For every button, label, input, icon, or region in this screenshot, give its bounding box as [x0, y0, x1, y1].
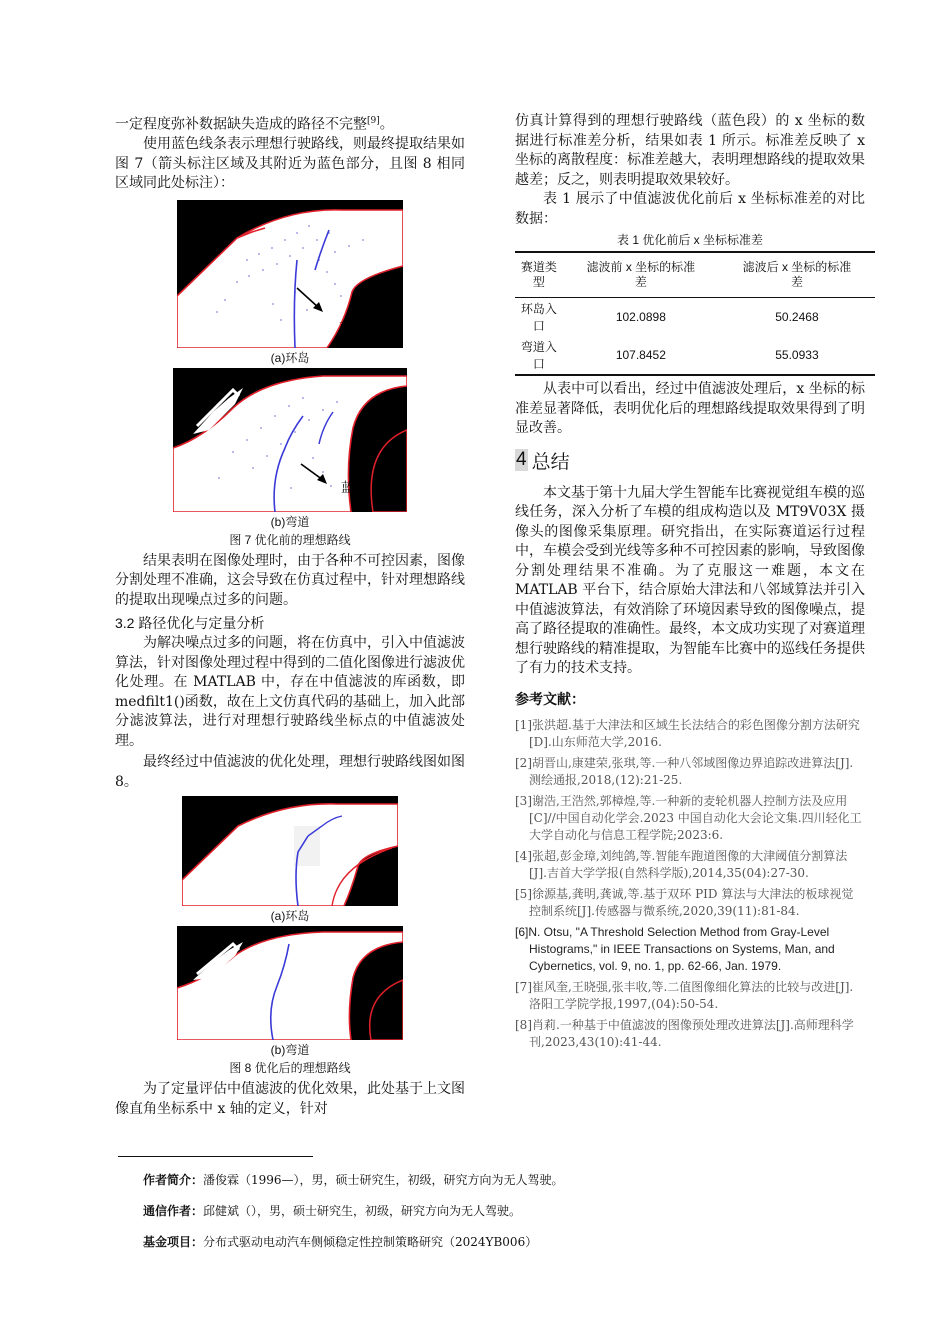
paragraph: 仿真计算得到的理想行驶路线（蓝色段）的 x 坐标的数据进行标准差分析，结果如表 1 所示。标准差反映了 x 坐标的离散程度：标准差越大，表明理想路线的提取效果越差；反之，则表明提取效果较好。 [515, 113, 865, 188]
section-heading: 3.2 路径优化与定量分析 [115, 615, 265, 632]
data-table [515, 251, 875, 376]
funding-note: 基金项目：分布式驱动电动汽车侧倾稳定性控制策略研究（2024YB006） [143, 1235, 538, 1249]
right-column [515, 112, 865, 1055]
table-cell: 55.0933 [775, 348, 819, 362]
subfigure-caption: (b)弯道 [270, 1043, 310, 1058]
section-heading [515, 447, 865, 474]
reference-item: [7]崔风奎,王晓强,张丰收,等.二值图像细化算法的比较与改进[J].洛阳工学院学报,1997,(04):50-54. [515, 979, 854, 1011]
section-title: 总结 [531, 451, 570, 473]
reference-item: [3]谢浩,王浩然,郭樟煌,等.一种新的麦轮机器人控制方法及应用[C]//中国自动化学会.2023 中国自动化大会论文集.四川轻化工大学自动化与信息工程学院;2023:6. [515, 793, 862, 842]
paragraph: 一定程度弥补数据缺失造成的路径不完整[9]。 [115, 116, 394, 133]
paragraph: 使用蓝色线条表示理想行驶路线，则最终提取结果如图 7（箭头标注区域及其附近为蓝色部分，且图 8 相同区域同此处标注）： [115, 136, 465, 192]
left-column [115, 112, 465, 1119]
reference-item: [6]N. Otsu, "A Threshold Selection Method from Gray-Level Histograms," in IEEE Transactions on Systems, Man, and Cybernetics, vol. 9, no. 1, pp. 62-66, Jan. 1979. [515, 924, 835, 973]
annotation-label: 蓝 [341, 480, 355, 496]
corresponding-author-note: 通信作者：邱健斌（），男，硕士研究生，初级，研究方向为无人驾驶。 [143, 1204, 522, 1218]
reference-item: [4]张超,彭金璋,刘纯鸽,等.智能车跑道图像的大津阈值分割算法[J].吉首大学学报(自然科学版),2014,35(04):27-30. [515, 848, 848, 880]
table-header-cell: 赛道类型 [520, 260, 557, 289]
table-cell: 环岛入口 [520, 302, 557, 333]
table-header-cell: 滤波后 x 坐标的标准差 [742, 260, 852, 289]
annotation-label: 蓝 [339, 320, 353, 336]
table-cell: 107.8452 [615, 348, 666, 362]
table-cell: 50.2468 [775, 310, 819, 324]
table-row [515, 336, 875, 375]
table-row [515, 298, 875, 337]
citation[interactable]: [9] [367, 116, 380, 126]
reference-item: [2]胡晋山,康建荣,张琪,等.一种八邻域图像边界追踪改进算法[J].测绘通报,2018,(12):21-25. [515, 755, 854, 787]
figure-7a [115, 200, 465, 366]
figure-7b [115, 368, 465, 530]
footnote-divider [118, 1156, 313, 1157]
paragraph: 结果表明在图像处理时，由于各种不可控因素，图像分割处理不准确，这会导致在仿真过程中，针对理想路线的提取出现噪点过多的问题。 [115, 552, 465, 608]
paragraph: 从表中可以看出，经过中值滤波处理后，x 坐标的标准差显著降低，表明优化后的理想路线提取效果得到了明显改善。 [515, 381, 865, 436]
table-caption: 表 1 优化前后 x 坐标标准差 [616, 233, 763, 247]
author-note: 作者简介：潘俊霖（1996—），男，硕士研究生，初级，研究方向为无人驾驶。 [143, 1173, 564, 1187]
reference-item: [5]徐源基,龚明,龚诚,等.基于双环 PID 算法与大津法的板球视觉控制系统[J].传感器与微系统,2020,39(11):81-84. [515, 886, 854, 918]
paragraph: 表 1 展示了中值滤波优化前后 x 坐标标准差的对比数据： [515, 191, 865, 227]
reference-item: [1]张洪超.基于大津法和区域生长法结合的彩色图像分割方法研究[D].山东师范大学,2016. [515, 717, 860, 749]
reference-item: [8]肖莉.一种基于中值滤波的图像预处理改进算法[J].高师理科学刊,2023,43(10):41-44. [515, 1017, 854, 1049]
fig8a-roundabout-image [182, 796, 398, 906]
references-list [515, 717, 865, 1051]
subfigure-caption: (b)弯道 [270, 514, 310, 529]
paragraph: 本文基于第十九届大学生智能车比赛视觉组车模的巡线任务，深入分析了车模的组成构造以及 MT9V03X 摄像头的图像采集原理。研究指出，在实际赛道运行过程中，车模会受到光线等多种不可控因素的影响，导致图像分割处理结果不准确。为了克服这一难题，本文在 MATLAB 平台下，结合原始大津法和八邻域算法并引入中值滤波算法，有效消除了环境因素导致的图像噪点，提高了路径提取的准确性。最终，本文成功实现了对赛道理想行驶路线的精准提取，为智能车比赛中的巡线任务提供了有力的技术支持。 [515, 484, 865, 676]
fig8b-curve-image [177, 926, 403, 1040]
fig7a-roundabout-image [177, 200, 403, 348]
subfigure-caption: (a)环岛 [270, 909, 310, 924]
paragraph: 最终经过中值滤波的优化处理，理想行驶路线图如图 8。 [115, 754, 465, 790]
table-cell: 弯道入口 [520, 340, 557, 371]
paragraph: 为解决噪点过多的问题，将在仿真中，引入中值滤波算法，针对图像处理过程中得到的二值化图像进行滤波优化处理。在 MATLAB 中，存在中值滤波的库函数，即 medfilt1()函数，故在上文仿真代码的基础上，加入此部分滤波算法，进行对理想行驶路线坐标点的中值滤波处理。 [115, 635, 465, 749]
section-number: 4 [516, 449, 527, 470]
figure-8b [115, 926, 465, 1058]
fig7b-curve-image [173, 368, 407, 512]
references-heading: 参考文献： [515, 690, 585, 707]
table-cell: 102.0898 [615, 310, 666, 324]
figure-8a [115, 796, 465, 924]
subfigure-caption: (a)环岛 [270, 350, 310, 365]
figure-caption: 图 7 优化前的理想路线 [229, 532, 351, 547]
table-header-cell: 滤波前 x 坐标的标准差 [586, 260, 696, 289]
table-header-row [515, 252, 875, 298]
figure-caption: 图 8 优化后的理想路线 [229, 1061, 351, 1076]
paragraph: 为了定量评估中值滤波的优化效果，此处基于上文图像直角坐标系中 x 轴的定义，针对 [115, 1081, 465, 1117]
footnotes [143, 1172, 843, 1265]
